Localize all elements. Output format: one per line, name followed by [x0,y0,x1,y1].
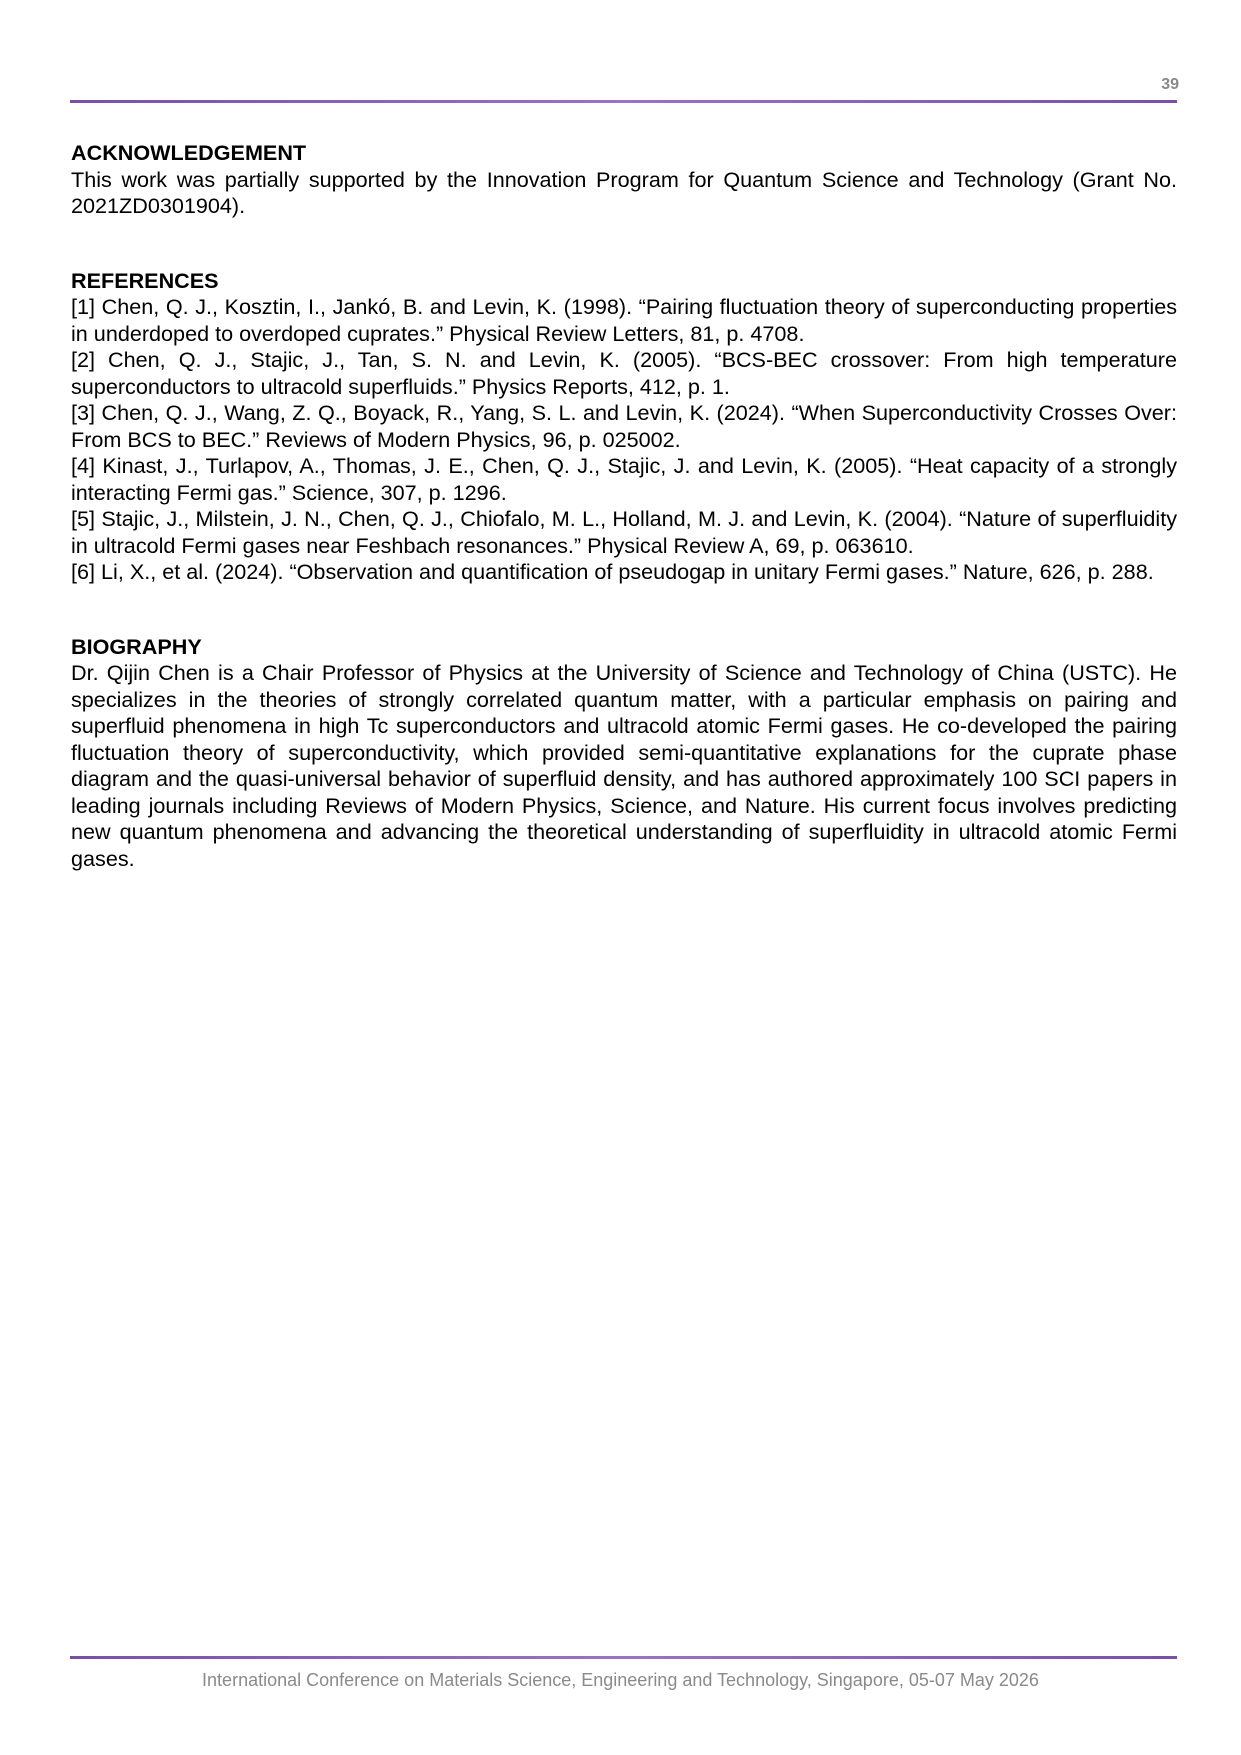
biography-text: Dr. Qijin Chen is a Chair Professor of Physics at the University of Science and Technology of China (USTC). He specializes in the theories of strongly correlated quantum matter, with a particular emphasis on pairing and superfluid phenomena in high Tc superconductors and ultracold atomic Fermi gases. He co-developed the pairing fluctuation theory of superconductivity, which provided semi-quantitative explanations for the cuprate phase diagram and the quasi-universal behavior of superfluid density, and has authored approximately 100 SCI papers in leading journals including Reviews of Modern Physics, Science, and Nature. His current focus involves predicting new quantum phenomena and advancing the theoretical understanding of superfluidity in ultracold atomic Fermi gases. [71,660,1177,871]
footer-divider [70,1656,1177,1659]
acknowledgement-heading: ACKNOWLEDGEMENT [71,140,307,165]
reference-item: [4] Kinast, J., Turlapov, A., Thomas, J. E., Chen, Q. J., Stajic, J. and Levin, K. (2005). “Heat capacity of a strongly interacting Fermi gas.” Science, 307, p. 1296. [71,453,1177,505]
reference-item: [2] Chen, Q. J., Stajic, J., Tan, S. N. and Levin, K. (2005). “BCS-BEC crossover: From high temperature superconductors to ultracold superfluids.” Physics Reports, 412, p. 1. [71,347,1177,399]
reference-item: [5] Stajic, J., Milstein, J. N., Chen, Q. J., Chiofalo, M. L., Holland, M. J. and Levin, K. (2004). “Nature of superfluidity in ultracold Fermi gases near Feshbach resonances.” Physical Review A, 69, p. 063610. [71,506,1177,558]
references-heading: REFERENCES [71,267,219,293]
biography-section [71,634,1177,873]
reference-item: [1] Chen, Q. J., Kosztin, I., Jankó, B. and Levin, K. (1998). “Pairing fluctuation theory of superconducting properties in underdoped to overdoped cuprates.” Physical Review Letters, 81, p. 4708. [71,294,1177,346]
biography-heading: BIOGRAPHY [71,633,202,659]
page-body [71,140,1177,920]
acknowledgement-section [71,140,1177,220]
page-number: 39 [1161,76,1179,93]
header-divider [70,100,1177,103]
reference-item: [6] Li, X., et al. (2024). “Observation and quantification of pseudogap in unitary Fermi gases.” Nature, 626, p. 288. [71,559,1154,584]
acknowledgement-text: This work was partially supported by the Innovation Program for Quantum Science and Technology (Grant No. 2021ZD0301904). [71,166,1177,218]
references-section [71,268,1177,586]
reference-item: [3] Chen, Q. J., Wang, Z. Q., Boyack, R., Yang, S. L. and Levin, K. (2024). “When Superconductivity Crosses Over: From BCS to BEC.” Reviews of Modern Physics, 96, p. 025002. [71,400,1177,452]
footer-text: International Conference on Materials Science, Engineering and Technology, Singapore, 05-07 May 2026 [202,1670,1039,1690]
